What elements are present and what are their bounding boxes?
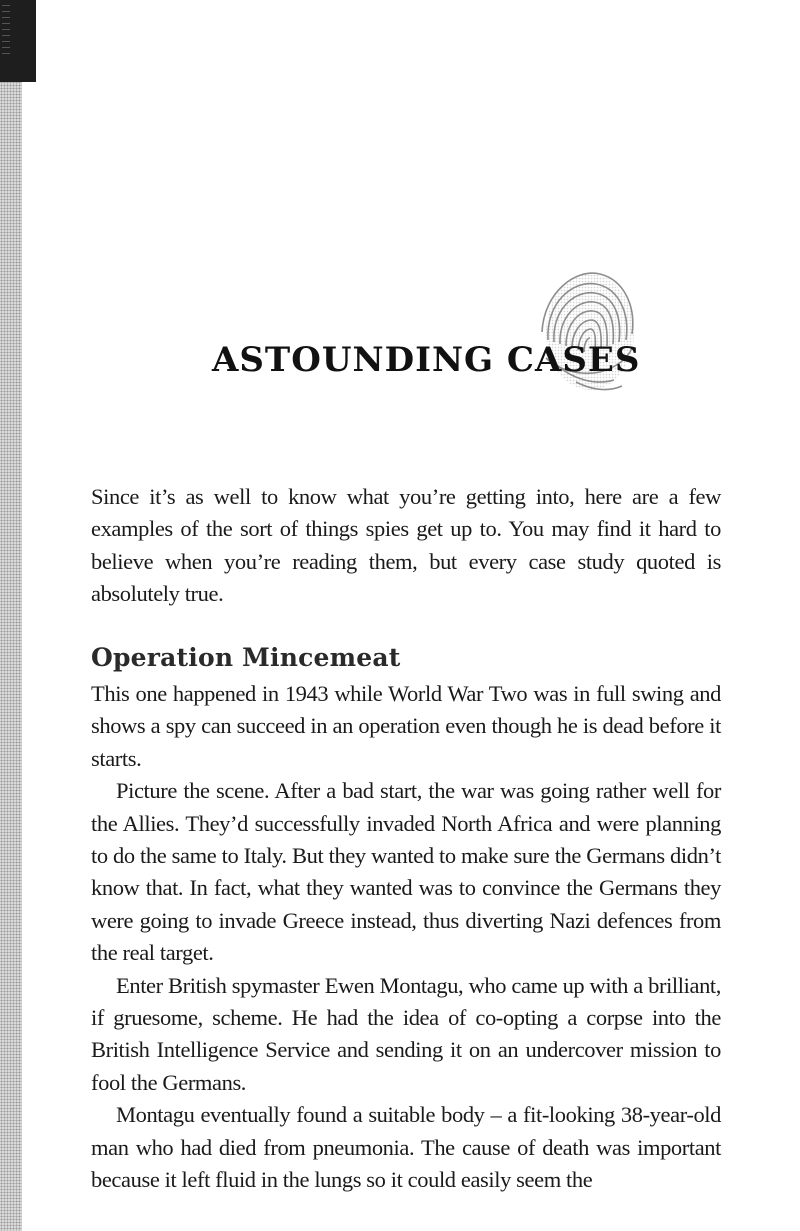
chapter-title: ASTOUNDING CASES	[212, 340, 641, 380]
corner-tab-lines	[2, 4, 10, 54]
page-binding-strip	[0, 0, 22, 1231]
body-paragraph: This one happened in 1943 while World War Two was in full swing and shows a spy can succeed in an operation even though he is dead before it starts.	[91, 681, 721, 771]
corner-tab	[0, 0, 36, 82]
body-paragraph: Montagu eventually found a suitable body – a fit-looking 38-year-old man who had died from pneumonia. The cause of death was important because it left fluid in the lungs so it could easily seem the	[91, 1102, 721, 1193]
section-heading: Operation Mincemeat	[91, 643, 401, 672]
section-body	[91, 678, 721, 1197]
body-paragraph: Picture the scene. After a bad start, the war was going rather well for the Allies. They’d successfully invaded North Africa and were planning to do the same to Italy. But they wanted to make sure the Germans didn’t know that. In fact, what they wanted was to convince the Germans they were going to invade Greece instead, thus diverting Nazi defences from the real target.	[91, 778, 721, 966]
intro-paragraph: Since it’s as well to know what you’re getting into, here are a few examples of the sort of things spies get up to. You may find it hard to believe when you’re reading them, but every case study quoted is absolutely true.	[91, 484, 721, 607]
body-paragraph: Enter British spymaster Ewen Montagu, who came up with a brilliant, if gruesome, scheme. He had the idea of co-opting a corpse into the British Intelligence Service and sending it on an undercover mission to fool the Germans.	[91, 972, 721, 1095]
